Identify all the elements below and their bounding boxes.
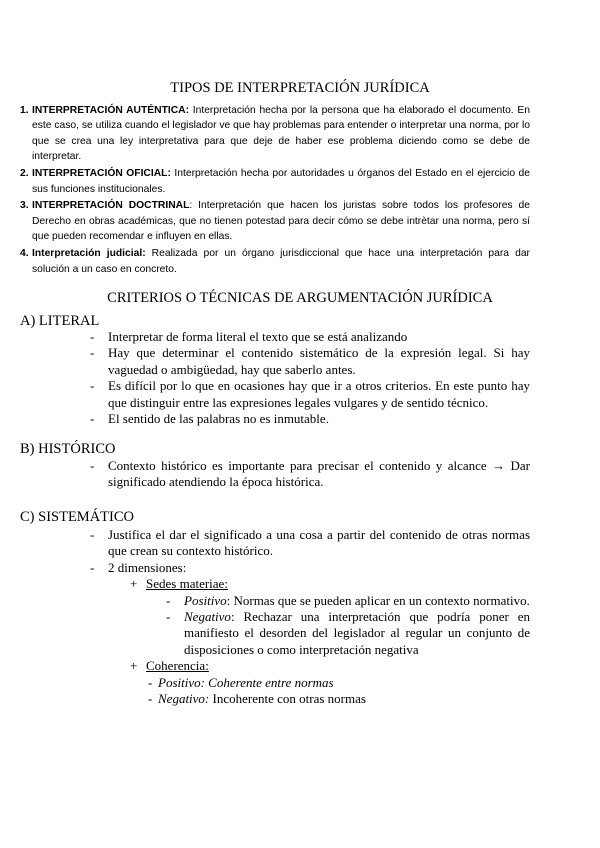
dash-bullet: -	[90, 527, 95, 542]
dimensions-list	[110, 576, 530, 707]
list-item	[148, 609, 530, 658]
dash-bullet: -	[90, 345, 95, 361]
dash-bullet: -	[90, 458, 95, 473]
dash-bullet: -	[90, 559, 95, 575]
negativo-term: Negativo	[184, 609, 231, 625]
list-item-term: INTERPRETACIÓN DOCTRINAL	[32, 200, 190, 212]
dash-bullet: -	[166, 609, 171, 625]
list-item-text: 2 dimensiones:	[108, 559, 187, 575]
list-item	[110, 576, 530, 658]
list-item	[90, 345, 530, 378]
list-item-text: Interpretación hecha por autoridades u órganos del Estado en el ejercicio de sus funciones institucionales.	[32, 168, 531, 195]
dash-bullet: -	[90, 329, 95, 344]
dash-bullet: -	[90, 411, 95, 427]
dash-bullet: -	[148, 674, 153, 690]
list-item-term: INTERPRETACIÓN OFICIAL:	[32, 168, 171, 180]
list-item	[90, 458, 530, 491]
list-item-number: 1.	[20, 105, 29, 116]
plus-bullet: +	[130, 576, 138, 592]
section-heading-historico: B) HISTÓRICO	[20, 441, 116, 457]
coherencia-negativo-text: Incoherente con otras normas	[209, 691, 366, 707]
sistematico-list	[90, 527, 530, 707]
negativo-text: : Rechazar una interpretación que podría poner en manifiesto el desorden del legislador al regular un conjunto de disposiciones o como interpretación negativa	[184, 609, 530, 657]
list-item-text: Hay que determinar el contenido sistemático de la expresión legal. Si hay vaguedad o ambigüedad, hay que saberlo antes.	[108, 345, 530, 377]
section-heading-literal: A) LITERAL	[20, 313, 100, 329]
list-item-text: Interpretación hecha por la persona que ha elaborado el documento. En este caso, se utiliza cuando el legislador ve que hay problemas para entender o interpretar una norma, por lo que se crea una ley interpretativa para que deje de haber ese problema diciendo como se debe de interpretar.	[32, 105, 530, 163]
dash-bullet: -	[90, 378, 95, 394]
coherencia-negativo-term: Negativo:	[158, 691, 210, 707]
list-item	[90, 411, 530, 427]
literal-list	[90, 329, 530, 427]
list-item-number: 4.	[20, 248, 29, 260]
list-item-term: INTERPRETACIÓN AUTÉNTICA:	[32, 105, 190, 116]
list-item	[146, 691, 530, 707]
list-item-text: Realizada por un órgano jurisdiccional que hace una interpretación para dar solución a un caso en concreto.	[32, 248, 530, 275]
list-item	[90, 329, 530, 345]
historico-list	[90, 458, 530, 491]
coherencia-label: Coherencia:	[146, 658, 209, 674]
list-item	[90, 560, 530, 708]
list-item-term: Interpretación judicial:	[32, 248, 146, 260]
list-item-text: Interpretar de forma literal el texto que se está analizando	[108, 329, 408, 344]
list-item-text: Es difícil por lo que en ocasiones hay que ir a otros criterios. En este punto hay que distinguir entre las expresiones legales vulgares y de sentido técnico.	[108, 378, 530, 410]
coherencia-list	[146, 675, 530, 708]
list-item-text: El sentido de las palabras no es inmutable.	[108, 411, 329, 427]
list-item	[20, 166, 530, 197]
interpretation-types-list	[20, 103, 530, 278]
plus-bullet: +	[130, 658, 138, 674]
sedes-materiae-list	[148, 593, 530, 659]
list-item	[20, 198, 530, 244]
list-item	[20, 103, 530, 165]
list-item	[20, 246, 530, 277]
list-item	[110, 658, 530, 707]
document-title-criteria: CRITERIOS O TÉCNICAS DE ARGUMENTACIÓN JURÍDICA	[107, 290, 493, 307]
sedes-materiae-label: Sedes materiae:	[146, 576, 228, 592]
list-item	[146, 675, 530, 691]
list-item-text: Justifica el dar el significado a una cosa a partir del contenido de otras normas que crean su contexto histórico.	[108, 527, 530, 559]
list-item	[90, 378, 530, 411]
list-item	[90, 527, 530, 560]
document-title-types: TIPOS DE INTERPRETACIÓN JURÍDICA	[170, 79, 430, 96]
list-item-text: : Interpretación que hacen los juristas sobre todos los profesores de Derecho en obras académicas, que no tienen potestad para decir cómo se debe intrètar una norma, pero sí que pueden recomendar e influyen en ellas.	[32, 200, 530, 243]
positivo-text: : Normas que se pueden aplicar en un contexto normativo.	[226, 592, 530, 608]
list-item-number: 2.	[20, 168, 29, 180]
coherencia-positivo: Positivo: Coherente entre normas	[158, 674, 334, 690]
section-heading-sistematico: C) SISTEMÁTICO	[20, 509, 134, 525]
dash-bullet: -	[166, 592, 171, 608]
list-item-text: Contexto histórico es importante para precisar el contenido y alcance → Dar significado atendiendo la época histórica.	[108, 458, 530, 490]
list-item	[148, 593, 530, 609]
dash-bullet: -	[148, 691, 153, 707]
list-item-number: 3.	[20, 200, 29, 212]
positivo-term: Positivo	[184, 592, 227, 608]
